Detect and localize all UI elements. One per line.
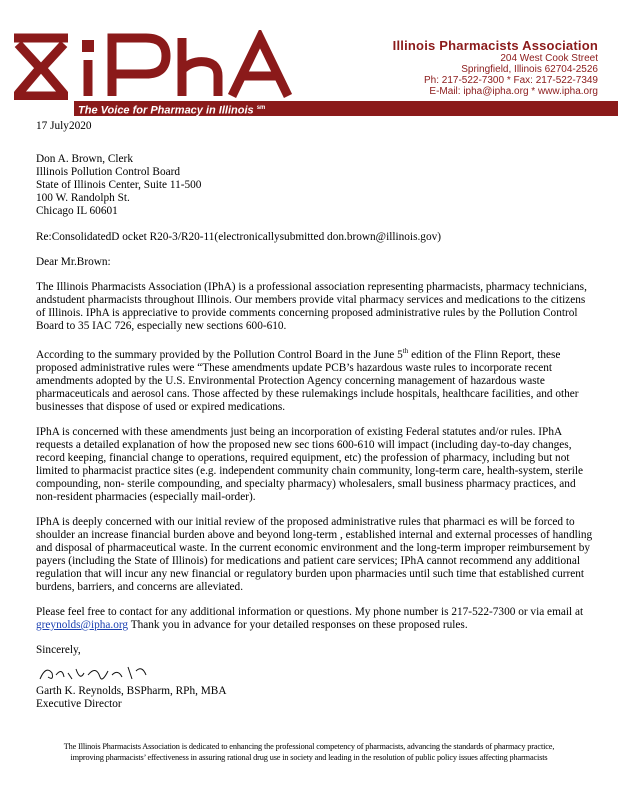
email-link[interactable]: greynolds@ipha.org <box>36 618 129 631</box>
paragraph-concern: IPhA is concerned with these amendments just being an incorporation of existing Federal statutes and/or rules. IPhA requests a detailed explanation of how the proposed new sec tions 600-610 will impact (including day-to-day changes, record keeping, financial change to operations, required equipment, etc) the profession of pharmacy, including but not limited to pharmacist practice sites (e.g. independent community chain community, long-term care, health-system, sterile compounding, non- sterile compounding, and specialty pharmacy) wholesalers, small business pharmacy practices, and non-resident pharmacies (especially mail-order). <box>36 425 583 503</box>
org-email-web: E-Mail: ipha@ipha.org * www.ipha.org <box>429 86 598 97</box>
closing: Sincerely, <box>36 643 81 656</box>
footer-line: The Illinois Pharmacists Association is dedicated to enhancing the professional competency of pharmacists, advancing the standards of pharmacy practice, <box>63 742 555 751</box>
ipha-logo <box>10 30 300 100</box>
recipient-line: Chicago IL 60601 <box>36 205 118 217</box>
signer-title: Executive Director <box>36 697 122 710</box>
tagline-bar <box>74 101 618 116</box>
paragraph-summary: According to the summary provided by the Pollution Control Board in the June 5th edition of the Flinn Report, these proposed administrative rules were “These amendments update PCB’s hazardous waste rules to incorporate recent amendments adopted by the U.S. Environmental Protection Agency concerning management of hazardous waste pharmaceuticals and aerosol cans. Those affected by these rulemakings include hospitals, healthcare facilities, and other businesses that dispose of used or expired medications. <box>36 347 579 413</box>
recipient-line: Illinois Pollution Control Board <box>36 166 181 178</box>
recipient-address <box>36 153 596 218</box>
paragraph-intro: The Illinois Pharmacists Association (IPhA) is a professional association representing pharmacists, pharmacy technicians, andstudent pharmacists throughout Illinois. Our members provide vital pharmacy services and medications to the citizens of Illinois. IPhA is appreciative to provide comments concerning proposed administrative rules by the Pollution Control Board to 35 IAC 726, especially new sections 600-610. <box>36 281 587 332</box>
signature-image <box>36 661 156 685</box>
re-line: Re:ConsolidatedD ocket R20-3/R20-11(electronicallysubmitted don.brown@illinois.gov) <box>36 231 441 243</box>
paragraph-burden: IPhA is deeply concerned with our initial review of the proposed administrative rules that pharmaci es will be forced to shoulder an increase financial burden above and beyond long-term , established internal and external processes of handling and disposal of pharmaceutical waste. In the current economic environment and the long-term improper reimbursement by payers (including the State of Illinois) for medications and patient care services; IPhA cannot recommend any additional regulation that will incur any new financial or regulatory burden upon pharmacies until such time that established current burdens, barriers, and concerns are alleviated. <box>36 515 593 593</box>
recipient-line: State of Illinois Center, Suite 11-500 <box>36 179 202 191</box>
org-address-city: Springfield, Illinois 62704-2526 <box>461 64 598 75</box>
salutation: Dear Mr.Brown: <box>36 256 111 268</box>
footer-mission <box>0 741 618 763</box>
letter-body <box>36 120 596 711</box>
org-name: Illinois Pharmacists Association <box>392 38 598 53</box>
org-phone-fax: Ph: 217-522-7300 * Fax: 217-522-7349 <box>423 75 598 86</box>
tagline: The Voice for Pharmacy in Illinois $^{sm}$ <box>78 104 266 117</box>
org-contact-block <box>393 38 598 97</box>
letterhead <box>0 0 618 118</box>
footer-line: improving pharmacists’ effectiveness in assuring rational drug use in society and leading in the resolution of public policy issues affecting pharmacists <box>70 753 548 762</box>
recipient-line: Don A. Brown, Clerk <box>36 153 133 165</box>
letter-date: 17 July2020 <box>36 120 92 132</box>
paragraph-contact: Please feel free to contact for any additional information or questions. My phone number is 217-522-7300 or via email at greynolds@ipha.org Thank you in advance for your detailed responses on these proposed rules. <box>36 605 584 631</box>
recipient-line: 100 W. Randolph St. <box>36 192 130 204</box>
org-address-street: 204 West Cook Street <box>500 53 598 64</box>
signer-name: Garth K. Reynolds, BSPharm, RPh, MBA <box>36 684 227 697</box>
service-mark: sm <box>256 105 266 111</box>
